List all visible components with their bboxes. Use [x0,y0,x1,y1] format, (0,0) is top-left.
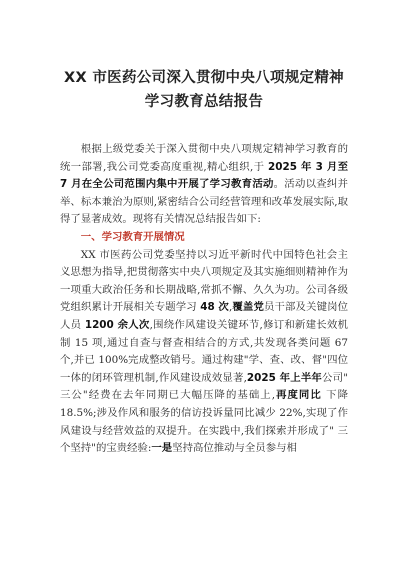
text-run: ,围绕作风建设关键环节,修订和新建长效机制 15 项,通过自查与督查相结合的方式,共发现各类问题 67 个,并已 100%完成整改销号。通过构建"学、查、改、督"四位一体的闭环管理机制,作风建设成效显著, [60,318,348,384]
intro-paragraph [60,141,348,229]
text-run: 下降 18.5%;涉及作风和服务的信访投诉量同比减少 22%,实现了作风建设与经营效益的双提升。在实践中,我们探索并形成了" 三个坚持"的宝贵经验: [60,389,348,455]
title-line-1: XX 市医药公司深入贯彻中央八项规定精神 [64,70,344,86]
text-run-bold: 1200 余人次 [84,318,150,331]
text-run-bold: 再度同比 [275,389,322,402]
text-run: 。活动以查纠并 举、标本兼治为原则,紧密结合公司经营管理和改革发展实际,取得了显著成效。现将有关情况总结报告如下: [60,178,348,226]
text-run-bold: 2025 年 3 月至 7 月在全公司范围内集中开展了学习教育活动 [60,160,348,191]
document-title [60,66,348,114]
section-heading: 一、学习教育开展情况 [80,230,185,243]
text-run-bold: 2025 年上半年 [246,371,323,384]
title-line-2: 学习教育总结报告 [144,94,264,110]
text-run-bold: 48 次 [200,301,229,314]
text-run-bold: 覆盖党 [232,301,264,314]
text-run: XX 市医药公司党委坚持以习近平新时代中国特色社会主义思想为指导,把贯彻落实中央八项规定及其实施细则精神作为一项重大政治任务和长期战略,常抓不懈、久久为功。公司各级党组织累计开展相关专题学习 [60,248,348,314]
text-run: 公司" 三公"经费在去年同期已大幅压降的基础上, [60,371,348,402]
text-run: , [228,301,233,314]
text-run: 根据上级党委关于深入贯彻中央八项规定精神学习教育的统一部署,我公司党委高度重视,精心组织,于 [60,143,348,173]
text-run: 坚持高位推动与全员参与相 [172,442,297,455]
text-run-bold: 一是 [151,442,173,455]
body-paragraph [60,247,348,458]
text-run: 员干部及关键岗位人员 [60,301,349,331]
